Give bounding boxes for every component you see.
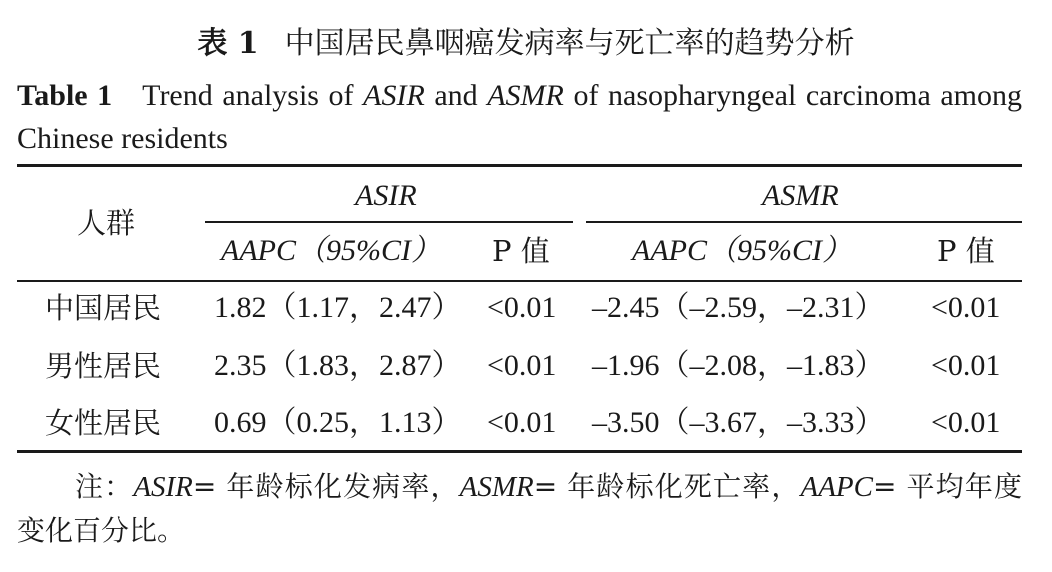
header-bottom-rule <box>17 280 1022 282</box>
caption-english-asmr: ASMR <box>487 79 564 112</box>
note-asir-term: ASIR <box>133 471 193 503</box>
row-3-asmr-p: <0.01 <box>931 406 1001 439</box>
subheader-asir-aapc: AAPC（95%CI） <box>221 234 441 267</box>
row-2-asir-aapc: 2.35（1.83，2.87） <box>214 349 462 382</box>
row-1-asir-aapc: 1.82（1.17，2.47） <box>214 291 462 324</box>
note-aapc-term: AAPC <box>800 471 873 503</box>
row-2-asmr-p: <0.01 <box>931 349 1001 382</box>
row-2-population: 男性居民 <box>45 349 162 383</box>
row-3-asir-aapc: 0.69（0.25，1.13） <box>214 406 462 439</box>
table-bottom-rule <box>17 450 1022 453</box>
note-prefix: 注： <box>75 470 134 503</box>
subheader-asmr-p: P 值 <box>937 234 995 268</box>
row-3-population: 女性居民 <box>45 406 162 440</box>
row-2-asmr-aapc: –1.96（–2.08，–1.83） <box>592 349 885 382</box>
group-header-asmr: ASMR <box>762 179 839 212</box>
subheader-asmr-aapc: AAPC（95%CI） <box>632 234 852 267</box>
note-asmr-term: ASMR <box>459 471 534 503</box>
group-header-asir: ASIR <box>355 179 417 212</box>
row-3-asmr-aapc: –3.50（–3.67，–3.33） <box>592 406 885 439</box>
asmr-group-rule <box>586 221 1022 223</box>
caption-english-label: Table 1 <box>17 79 113 112</box>
caption-english-title-post: of nasopharyngeal carcinoma among Chinese residents <box>17 79 1022 155</box>
table-top-rule <box>17 164 1022 167</box>
row-3-asir-p: <0.01 <box>487 406 557 439</box>
row-1-asmr-aapc: –2.45（–2.59，–2.31） <box>592 291 885 324</box>
subheader-asir-p: P 值 <box>492 234 550 268</box>
note-asmr-definition: = 年龄标化死亡率， <box>533 470 801 503</box>
caption-chinese-label: 表 1 <box>197 26 259 61</box>
caption-english-and: and <box>424 79 488 112</box>
note-asir-definition: = 年龄标化发病率， <box>192 470 460 503</box>
row-1-asir-p: <0.01 <box>487 291 557 324</box>
table-footnote <box>17 465 1022 553</box>
caption-chinese <box>0 24 1052 64</box>
asir-group-rule <box>205 221 573 223</box>
row-1-population: 中国居民 <box>45 291 162 325</box>
row-1-asmr-p: <0.01 <box>931 291 1001 324</box>
caption-chinese-title: 中国居民鼻咽癌发病率与死亡率的趋势分析 <box>284 26 855 61</box>
caption-english-title-pre: Trend analysis of <box>142 79 364 112</box>
caption-english-asir: ASIR <box>363 79 425 112</box>
row-2-asir-p: <0.01 <box>487 349 557 382</box>
row-header-population: 人群 <box>77 206 136 240</box>
caption-english <box>17 74 1022 160</box>
note-aapc-definition: = 平均年度变化百分比。 <box>17 470 1022 547</box>
